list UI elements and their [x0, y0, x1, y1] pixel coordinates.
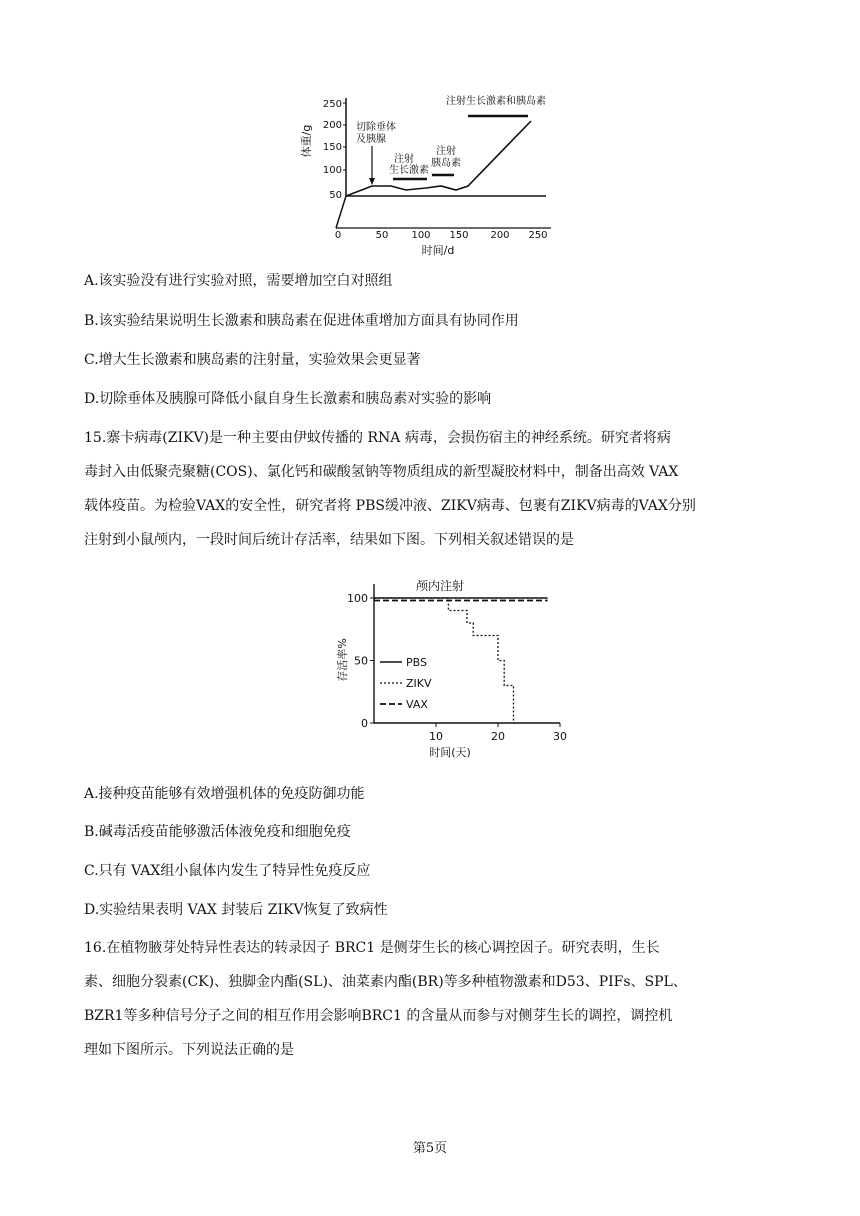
- annotation-both: 注射生长激素和胰岛素: [446, 96, 546, 107]
- annotation-gh-line1: 注射: [394, 154, 414, 165]
- legend-label-vax: VAX: [406, 698, 428, 711]
- y-tick-label: 0: [361, 717, 368, 730]
- x-tick-200: 200: [490, 230, 510, 241]
- y-tick-200: 200: [322, 120, 342, 131]
- weight-x-label: 时间/d: [421, 244, 455, 257]
- q14-option-a: A.该实验没有进行实验对照，需要增加空白对照组: [84, 273, 393, 289]
- q15-stem-line-4: 注射到小鼠颅内，一段时间后统计存活率，结果如下图。下列相关叙述错误的是: [84, 532, 574, 548]
- series-line-zikv: [374, 598, 517, 723]
- survival-y-label: 存活率%: [336, 638, 349, 682]
- q15-option-a: A.接种疫苗能够有效增强机体的免疫防御功能: [84, 786, 365, 802]
- weight-y-label: 体重/g: [300, 124, 313, 158]
- q16-stem-line-4: 理如下图所示。下列说法正确的是: [84, 1042, 294, 1058]
- x-tick-label: 10: [429, 730, 443, 743]
- y-tick-250: 250: [322, 99, 342, 110]
- survival-chart: [330, 574, 575, 766]
- x-tick-100: 100: [411, 230, 431, 241]
- survival-legend: [380, 656, 432, 711]
- q15-option-d: D.实验结果表明 VAX 封装后 ZIKV恢复了致病性: [84, 902, 388, 918]
- x-tick-150: 150: [449, 230, 469, 241]
- y-tick-100: 100: [322, 165, 342, 176]
- y-tick-150: 150: [322, 142, 342, 153]
- weight-y-ticks: [323, 99, 346, 201]
- q16-stem-line-2: 素、细胞分裂素(CK)、独脚金内酯(SL)、油菜素内酯(BR)等多种植物激素和D53、PIFs、SPL、: [84, 974, 687, 990]
- annotation-gh-line2: 生长激素: [389, 165, 429, 176]
- weight-chart: [296, 86, 566, 262]
- x-tick-50: 50: [375, 230, 389, 241]
- weight-x-ticks: [335, 230, 548, 241]
- q16-stem-line-1: 16.在植物腋芽处特异性表达的转录因子 BRC1 是侧芽生长的核心调控因子。研究表明，生长: [84, 940, 660, 956]
- x-tick-label: 20: [491, 730, 505, 743]
- y-tick-label: 50: [354, 654, 368, 668]
- survival-title: 颅内注射: [415, 579, 465, 593]
- q14-option-c: C.增大生长激素和胰岛素的注射量，实验效果会更显著: [84, 352, 421, 368]
- q15-stem-line-2: 毒封入由低聚壳聚糖(COS)、氯化钙和碳酸氢钠等物质组成的新型凝胶材料中，制备出高效 VAX: [84, 464, 679, 480]
- legend-label-pbs: PBS: [406, 656, 427, 669]
- survival-x-label: 时间(天): [429, 746, 471, 759]
- q14-option-d: D.切除垂体及胰腺可降低小鼠自身生长激素和胰岛素对实验的影响: [84, 391, 492, 407]
- q15-stem-line-3: 载体疫苗。为检验VAX的安全性，研究者将 PBS缓冲液、ZIKV病毒、包裹有ZIKV病毒的VAX分别: [84, 498, 696, 514]
- annotation-removal-line1: 切除垂体: [356, 122, 396, 133]
- x-tick-250: 250: [528, 230, 548, 241]
- q16-stem-line-3: BZR1等多种信号分子之间的相互作用会影响BRC1 的含量从而参与对侧芽生长的调控，调控机: [84, 1008, 673, 1024]
- legend-label-zikv: ZIKV: [406, 677, 432, 690]
- q15-option-c: C.只有 VAX组小鼠体内发生了特异性免疫反应: [84, 863, 371, 879]
- x-tick-0: 0: [334, 230, 342, 241]
- q15-option-b: B.碱毒活疫苗能够激活体液免疫和细胞免疫: [84, 824, 351, 840]
- annotation-removal-line2: 及胰腺: [356, 134, 386, 145]
- x-tick-label: 30: [553, 730, 567, 743]
- q14-option-b: B.该实验结果说明生长激素和胰岛素在促进体重增加方面具有协同作用: [84, 313, 519, 329]
- annotation-insulin-line1: 注射: [436, 146, 456, 157]
- y-tick-label: 100: [347, 592, 368, 605]
- survival-axis: [374, 584, 560, 723]
- y-tick-50: 50: [329, 190, 342, 201]
- page-footer: 第5页: [412, 1141, 448, 1156]
- annotation-insulin-line2: 胰岛素: [431, 158, 461, 169]
- q15-stem-line-1: 15.寨卡病毒(ZIKV)是一种主要由伊蚊传播的 RNA 病毒，会损伤宿主的神经系统。研究者将病: [84, 430, 671, 446]
